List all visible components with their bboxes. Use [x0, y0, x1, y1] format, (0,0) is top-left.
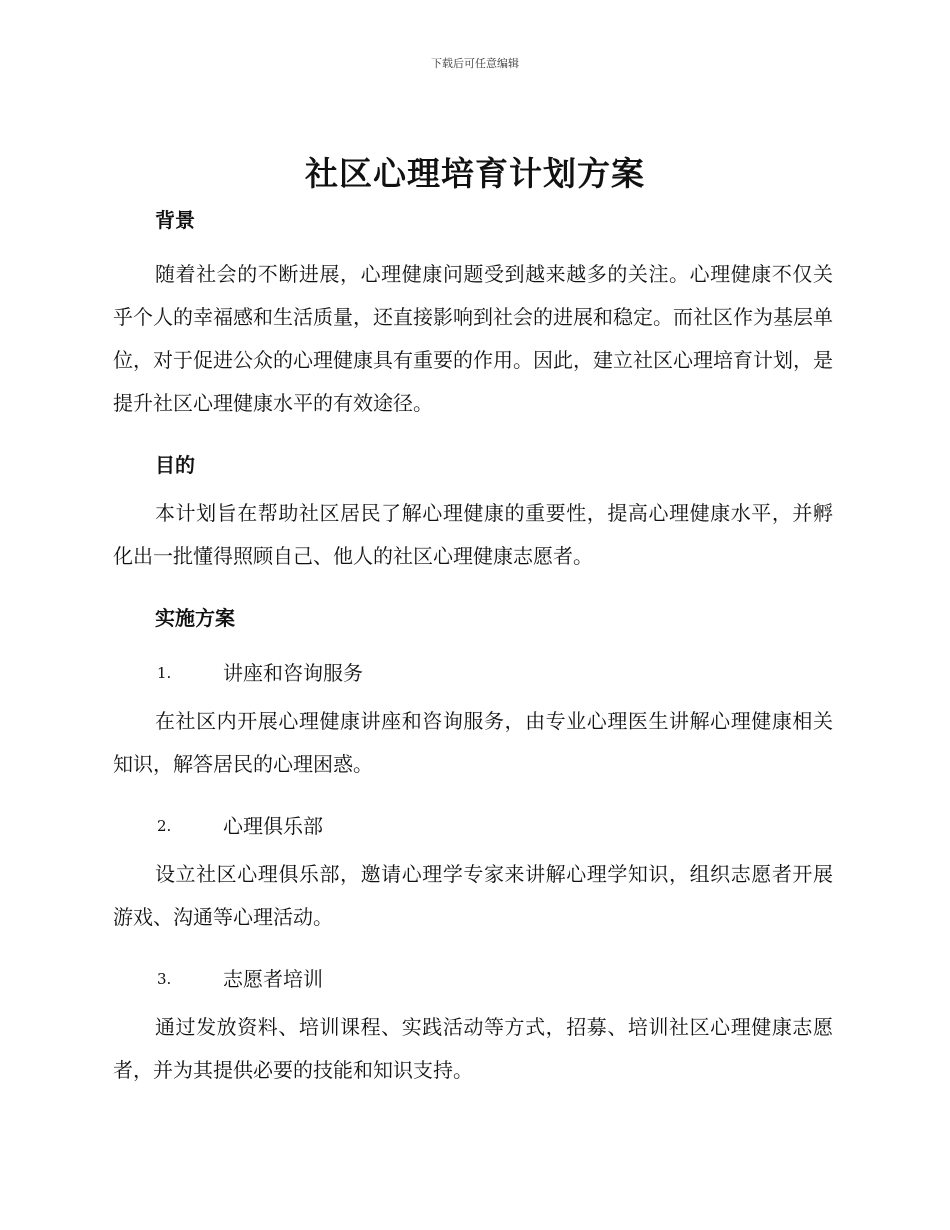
paragraph-background: 随着社会的不断进展，心理健康问题受到越来越多的关注。心理健康不仅关乎个人的幸福感和生活质量，还直接影响到社会的进展和稳定。而社区作为基层单位，对于促进公众的心理健康具有重要的作用。因此，建立社区心理培育计划，是提升社区心理健康水平的有效途径。: [113, 262, 833, 415]
section-heading-background: 背景: [155, 208, 195, 232]
document-title: 社区心理培育计划方案: [305, 154, 645, 193]
section-heading-purpose: 目的: [155, 453, 195, 477]
section-heading-implementation: 实施方案: [155, 606, 235, 630]
list-item-label: 讲座和咨询服务: [223, 661, 363, 685]
list-item-label: 心理俱乐部: [223, 814, 323, 838]
list-item-label: 志愿者培训: [223, 967, 323, 991]
list-item-number: 2.: [157, 817, 172, 835]
header-note: 下载后可任意编辑: [431, 57, 519, 70]
list-item-paragraph: 通过发放资料、培训课程、实践活动等方式，招募、培训社区心理健康志愿者，并为其提供必要的技能和知识支持。: [113, 1015, 833, 1082]
list-item-paragraph: 设立社区心理俱乐部，邀请心理学专家来讲解心理学知识，组织志愿者开展游戏、沟通等心理活动。: [113, 862, 833, 929]
list-item: [157, 964, 833, 994]
document-body: [113, 205, 833, 1092]
list-item-number: 3.: [157, 970, 172, 988]
list-item: [157, 658, 833, 688]
list-item: [157, 811, 833, 841]
list-item-number: 1.: [157, 664, 172, 682]
list-item-paragraph: 在社区内开展心理健康讲座和咨询服务，由专业心理医生讲解心理健康相关知识，解答居民的心理困惑。: [113, 709, 833, 776]
paragraph-purpose: 本计划旨在帮助社区居民了解心理健康的重要性，提高心理健康水平，并孵化出一批懂得照顾自己、他人的社区心理健康志愿者。: [113, 501, 833, 568]
